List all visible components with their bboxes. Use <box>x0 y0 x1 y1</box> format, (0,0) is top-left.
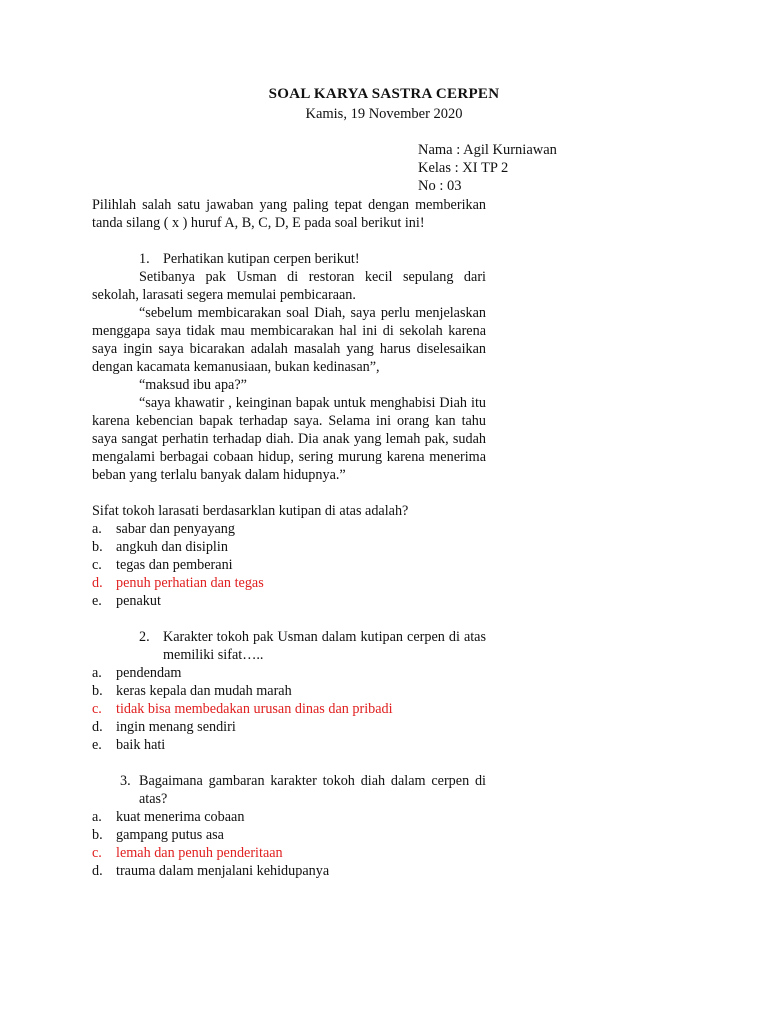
option-text: lemah dan penuh penderitaan <box>116 845 283 861</box>
option-item[interactable] <box>92 682 486 700</box>
option-text: kuat menerima cobaan <box>116 809 245 825</box>
student-class: Kelas : XI TP 2 <box>418 160 509 176</box>
option-letter: c. <box>92 701 102 717</box>
option-letter: d. <box>92 575 103 591</box>
question-1-number: 1. <box>139 251 150 267</box>
student-name: Nama : Agil Kurniawan <box>418 142 557 158</box>
question-2-number: 2. <box>139 629 150 645</box>
question-3-question: Bagaimana gambaran karakter tokoh diah dalam cerpen di atas? <box>139 773 486 807</box>
passage-paragraph-3: “maksud ibu apa?” <box>139 377 247 393</box>
option-item-answer[interactable] <box>92 700 486 718</box>
option-letter: d. <box>92 863 103 879</box>
option-letter: a. <box>92 521 102 537</box>
passage-paragraph-4: “saya khawatir , keinginan bapak untuk menghabisi Diah itu karena kebencian bapak terhadap saya. Selama ini orang kan tahu saya sangat perhatin terhadap diah. Dia anak yang lemah pak, sudah mengalami berbagai cobaan hidup, sering murung karena menerima beban yang terlalu banyak dalam hidupnya.” <box>92 395 486 483</box>
option-item[interactable] <box>92 862 486 880</box>
option-item[interactable] <box>92 718 486 736</box>
document-body <box>92 196 486 880</box>
option-letter: e. <box>92 593 102 609</box>
option-text: angkuh dan disiplin <box>116 539 228 555</box>
option-text: penakut <box>116 593 161 609</box>
question-1-options <box>92 520 486 610</box>
option-text: gampang putus asa <box>116 827 224 843</box>
option-item-answer[interactable] <box>92 574 486 592</box>
option-item[interactable] <box>92 538 486 556</box>
option-item[interactable] <box>92 808 486 826</box>
option-text: pendendam <box>116 665 182 681</box>
question-3-number: 3. <box>120 773 131 789</box>
question-2-question: Karakter tokoh pak Usman dalam kutipan cerpen di atas memiliki sifat….. <box>163 629 486 663</box>
option-text: baik hati <box>116 737 166 753</box>
instruction-text: Pilihlah salah satu jawaban yang paling tepat dengan memberikan tanda silang ( x ) huruf A, B, C, D, E pada soal berikut ini! <box>92 197 486 231</box>
document-title: SOAL KARYA SASTRA CERPEN <box>268 86 500 102</box>
option-letter: c. <box>92 557 102 573</box>
passage-paragraph-1: Setibanya pak Usman di restoran kecil sepulang dari sekolah, larasati segera memulai pembicaraan. <box>92 269 486 303</box>
option-item[interactable] <box>92 664 486 682</box>
option-letter: a. <box>92 809 102 825</box>
option-text: ingin menang sendiri <box>116 719 236 735</box>
question-2-text <box>92 628 486 664</box>
option-letter: b. <box>92 683 103 699</box>
question-3-text <box>92 772 486 808</box>
option-letter: a. <box>92 665 102 681</box>
option-item[interactable] <box>92 826 486 844</box>
question-1-intro-text: Perhatikan kutipan cerpen berikut! <box>163 251 360 267</box>
option-letter: e. <box>92 737 102 753</box>
question-1-intro <box>92 250 486 268</box>
option-text: keras kepala dan mudah marah <box>116 683 292 699</box>
option-item[interactable] <box>92 736 486 754</box>
option-letter: b. <box>92 539 103 555</box>
option-item[interactable] <box>92 520 486 538</box>
document-date: Kamis, 19 November 2020 <box>305 106 463 122</box>
option-text: penuh perhatian dan tegas <box>116 575 264 591</box>
option-text: tidak bisa membedakan urusan dinas dan pribadi <box>116 701 393 717</box>
option-letter: b. <box>92 827 103 843</box>
option-text: trauma dalam menjalani kehidupanya <box>116 863 330 879</box>
option-item-answer[interactable] <box>92 844 486 862</box>
option-text: tegas dan pemberani <box>116 557 233 573</box>
student-number: No : 03 <box>418 178 462 194</box>
question-3-options <box>92 808 486 880</box>
question-1-text: Sifat tokoh larasati berdasarklan kutipan di atas adalah? <box>92 503 409 519</box>
option-letter: c. <box>92 845 102 861</box>
question-2-options <box>92 664 486 754</box>
passage-paragraph-2: “sebelum membicarakan soal Diah, saya perlu menjelaskan menggapa saya tidak mau membicarakan hal ini di sekolah karena saya ingin saya bicarakan adalah masalah yang harus diselesaikan dengan kacamata kemanusiaan, bukan kedinasan”, <box>92 305 486 375</box>
option-item[interactable] <box>92 592 486 610</box>
option-letter: d. <box>92 719 103 735</box>
option-text: sabar dan penyayang <box>116 521 235 537</box>
option-item[interactable] <box>92 556 486 574</box>
